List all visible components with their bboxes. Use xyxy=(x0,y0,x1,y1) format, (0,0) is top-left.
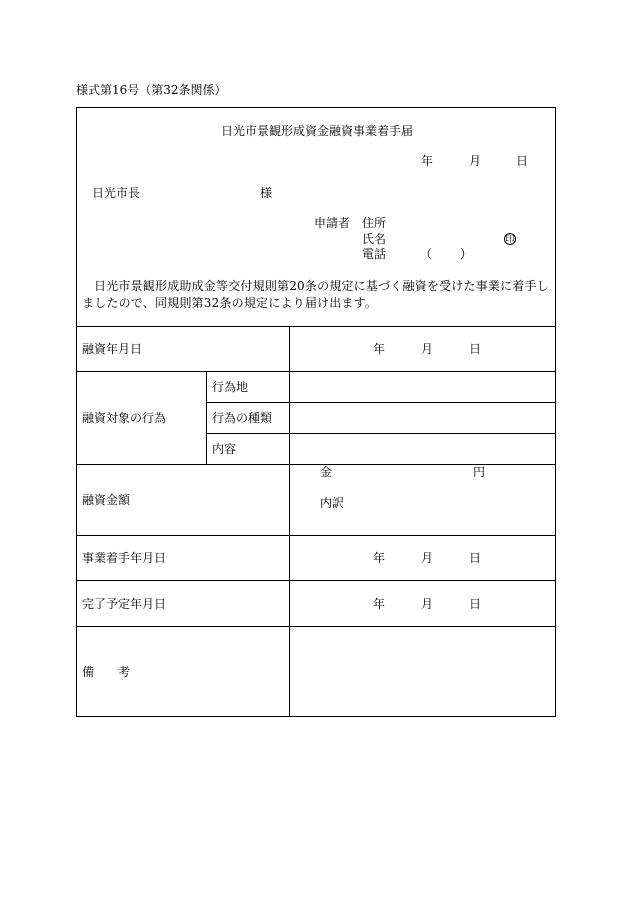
applicant-address-label: 住所 xyxy=(362,216,387,230)
divider xyxy=(76,626,556,627)
start-date-year: 年 xyxy=(373,551,386,565)
applicant-phone-label: 電話 xyxy=(362,247,387,261)
loan-amount-label: 融資金額 xyxy=(82,493,131,507)
divider xyxy=(206,433,556,434)
column-divider xyxy=(289,326,290,717)
act-content-label: 内容 xyxy=(212,442,237,456)
remarks-label-2: 考 xyxy=(118,665,131,679)
remarks-label-1: 備 xyxy=(82,665,95,679)
completion-date-year: 年 xyxy=(373,597,386,611)
act-location-label: 行為地 xyxy=(212,380,249,394)
target-act-label: 融資対象の行為 xyxy=(82,411,167,425)
start-date-month: 月 xyxy=(421,551,434,565)
seal-icon: 印 xyxy=(505,235,515,245)
loan-amount-breakdown: 内訳 xyxy=(320,496,345,510)
form-title: 日光市景観形成資金融資事業着手届 xyxy=(221,124,414,138)
divider xyxy=(76,371,556,372)
date-year-label: 年 xyxy=(421,154,434,168)
divider xyxy=(76,535,556,536)
completion-date-month: 月 xyxy=(421,597,434,611)
loan-amount-yen: 円 xyxy=(473,465,486,479)
loan-amount-kin: 金 xyxy=(320,465,333,479)
form-number: 様式第16号（第32条関係） xyxy=(76,83,227,97)
date-month-label: 月 xyxy=(469,154,482,168)
phone-paren-close: ） xyxy=(460,247,473,261)
statement-text: 日光市景観形成助成金等交付規則第20条の規定に基づく融資を受けた事業に着手しましたので、同規則第32条の規定により届け出ます。 xyxy=(82,279,549,310)
addressee-honorific: 様 xyxy=(260,186,273,200)
loan-date-month: 月 xyxy=(421,342,434,356)
column-divider xyxy=(206,371,207,464)
divider xyxy=(76,326,556,327)
loan-date-label: 融資年月日 xyxy=(82,342,143,356)
divider xyxy=(76,580,556,581)
date-day-label: 日 xyxy=(516,154,529,168)
act-type-label: 行為の種類 xyxy=(212,411,273,425)
addressee-name: 日光市長 xyxy=(92,186,141,200)
loan-date-year: 年 xyxy=(373,342,386,356)
loan-date-day: 日 xyxy=(469,342,482,356)
start-date-day: 日 xyxy=(469,551,482,565)
phone-paren-open: （ xyxy=(420,247,433,261)
completion-date-label: 完了予定年月日 xyxy=(82,597,167,611)
applicant-name-label: 氏名 xyxy=(362,232,387,246)
divider xyxy=(206,402,556,403)
completion-date-day: 日 xyxy=(469,597,482,611)
start-date-label: 事業着手年月日 xyxy=(82,551,167,565)
applicant-label: 申請者 xyxy=(314,216,351,230)
